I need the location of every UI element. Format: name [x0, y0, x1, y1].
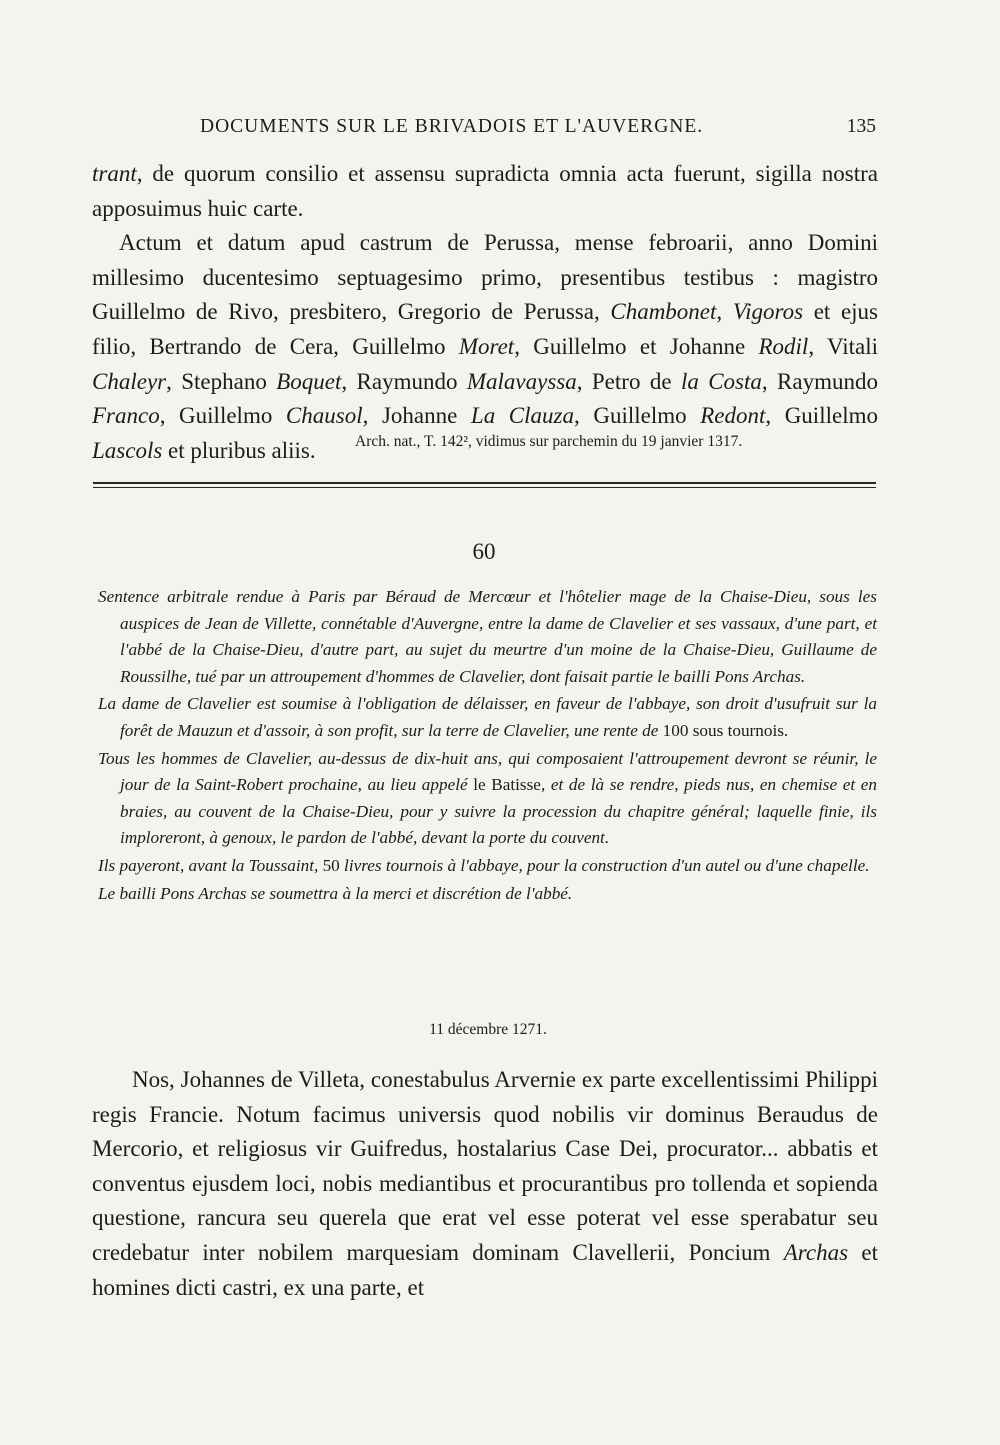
source-note: Arch. nat., T. 142², vidimus sur parchemin du 19 janvier 1317.: [355, 433, 743, 450]
summary-paragraph: Sentence arbitrale rendue à Paris par Béraud de Mercœur et l'hôtelier mage de la Chaise-Dieu, sous les auspices de Jean de Villette, connétable d'Auvergne, entre la dame de Clavelier et ses vassaux, d'une part, et l'abbé de la Chaise-Dieu, d'autre part, au sujet du meurtre d'un moine de la Chaise-Dieu, Guillaume de Roussilhe, tué par un attroupement d'hommes de Clavelier, dont faisait partie le bailli Pons Archas.: [98, 587, 877, 686]
document-summary: [98, 584, 877, 908]
running-title: DOCUMENTS SUR LE BRIVADOIS ET L'AUVERGNE.: [200, 116, 704, 137]
charter-paragraph: Nos, Johannes de Villeta, conestabulus Arvernie ex parte excellentissimi Philippi regis Francie. Notum facimus universis quod nobilis vir dominus Beraudus de Mercorio, et religiosus vir Guifredus, hostalarius Case Dei, procurator... abbatis et conventus ejusdem loci, nobis mediantibus et procurantibus pro tollenda et sopienda questione, rancura seu querela que erat vel esse poterat vel esse sperabatur seu credebatur inter nobilem marquesiam dominam Clavellerii, Poncium Archas et homines dicti castri, ex una parte, et: [92, 1067, 878, 1300]
document-date: 11 décembre 1271.: [429, 1021, 547, 1038]
continuation-text: [92, 157, 878, 468]
closing-paragraph: trant, de quorum consilio et assensu supradicta omnia acta fuerunt, sigilla nostra apposuimus huic carte.: [92, 161, 878, 221]
page-number: 135: [846, 116, 876, 137]
section-divider-thin: [93, 487, 876, 488]
witnesses-paragraph: Actum et datum apud castrum de Perussa, mense febroarii, anno Domini millesimo ducentesimo septuagesimo primo, presentibus testibus : magistro Guillelmo de Rivo, presbitero, Gregorio de Perussa, Chambonet, Vigoros et ejus filio, Bertrando de Cera, Guillelmo Moret, Guillelmo et Johanne Rodil, Vitali Chaleyr, Stephano Boquet, Raymundo Malavayssa, Petro de la Costa, Raymundo Franco, Guillelmo Chausol, Johanne La Clauza, Guillelmo Redont, Guillelmo Lascols et pluribus aliis.: [92, 230, 879, 463]
summary-paragraph: Tous les hommes de Clavelier, au-dessus de dix-huit ans, qui composaient l'attroupement devront se réunir, le jour de la Saint-Robert prochaine, au lieu appelé le Batisse, et de là se rendre, pieds nus, en chemise et en braies, au couvent de la Chaise-Dieu, pour y suivre la procession du chapitre général; laquelle finie, ils imploreront, à genoux, le pardon de l'abbé, devant la porte du couvent.: [98, 748, 877, 848]
summary-paragraph: La dame de Clavelier est soumise à l'obligation de délaisser, en faveur de l'abbaye, son droit d'usufruit sur la forêt de Mauzun et d'assoir, à son profit, sur la terre de Clavelier, une rente de 100 sous tournois.: [98, 694, 877, 740]
summary-paragraph: Le bailli Pons Archas se soumettra à la merci et discrétion de l'abbé.: [98, 883, 573, 903]
section-divider: [93, 482, 876, 484]
document-number: 60: [472, 539, 496, 564]
charter-text: [92, 1063, 878, 1305]
summary-paragraph: Ils payeront, avant la Toussaint, 50 livres tournois à l'abbaye, pour la construction d'un autel ou d'une chapelle.: [98, 855, 870, 875]
